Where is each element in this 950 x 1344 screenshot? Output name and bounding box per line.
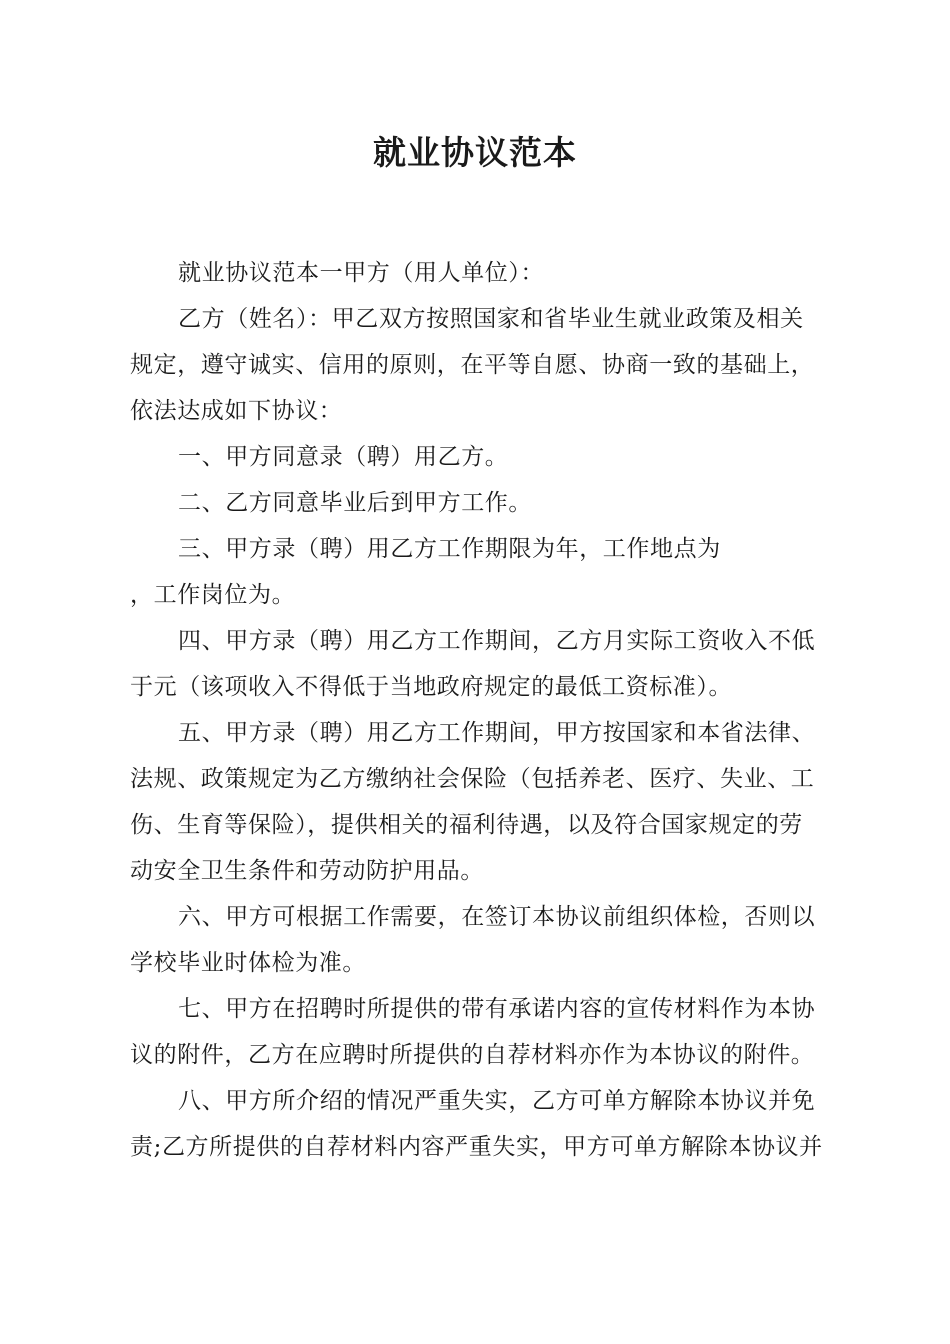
- text-line: 就业协议范本一甲方（用人单位）：: [178, 260, 545, 286]
- text-line: ，工作岗位为。: [130, 582, 296, 608]
- text-line: 责;乙方所提供的自荐材料内容严重失实，甲方可单方解除本协议并: [130, 1134, 823, 1160]
- clause-1: 一、甲方同意录（聘）用乙方。: [178, 444, 509, 470]
- clause-2: 二、乙方同意毕业后到甲方工作。: [178, 490, 532, 516]
- text-line: 学校毕业时体检为准。: [130, 950, 366, 976]
- document-title: 就业协议范本: [373, 133, 577, 172]
- clause-4: 四、甲方录（聘）用乙方工作期间，乙方月实际工资收入不低: [178, 628, 816, 654]
- text-line: 规定，遵守诚实、信用的原则，在平等自愿、协商一致的基础上，: [130, 352, 815, 378]
- text-line: 动安全卫生条件和劳动防护用品。: [130, 858, 484, 884]
- clause-8: 八、甲方所介绍的情况严重失实，乙方可单方解除本协议并免: [178, 1088, 816, 1114]
- clause-3: 三、甲方录（聘）用乙方工作期限为年，工作地点为: [178, 536, 721, 562]
- clause-6: 六、甲方可根据工作需要，在签订本协议前组织体检，否则以: [178, 904, 816, 930]
- text-line: 于元（该项收入不得低于当地政府规定的最低工资标准）。: [130, 674, 733, 700]
- text-line: 乙方（姓名）：甲乙双方按照国家和省毕业生就业政策及相关: [178, 306, 804, 332]
- clause-7: 七、甲方在招聘时所提供的带有承诺内容的宣传材料作为本协: [178, 996, 816, 1022]
- clause-5: 五、甲方录（聘）用乙方工作期间，甲方按国家和本省法律、: [178, 720, 816, 746]
- document-body: [130, 250, 830, 1170]
- text-line: 依法达成如下协议：: [130, 398, 343, 424]
- text-line: 伤、生育等保险），提供相关的福利待遇，以及符合国家规定的劳: [130, 812, 803, 838]
- text-line: 法规、政策规定为乙方缴纳社会保险（包括养老、医疗、失业、工: [130, 766, 815, 792]
- text-line: 议的附件，乙方在应聘时所提供的自荐材料亦作为本协议的附件。: [130, 1042, 815, 1068]
